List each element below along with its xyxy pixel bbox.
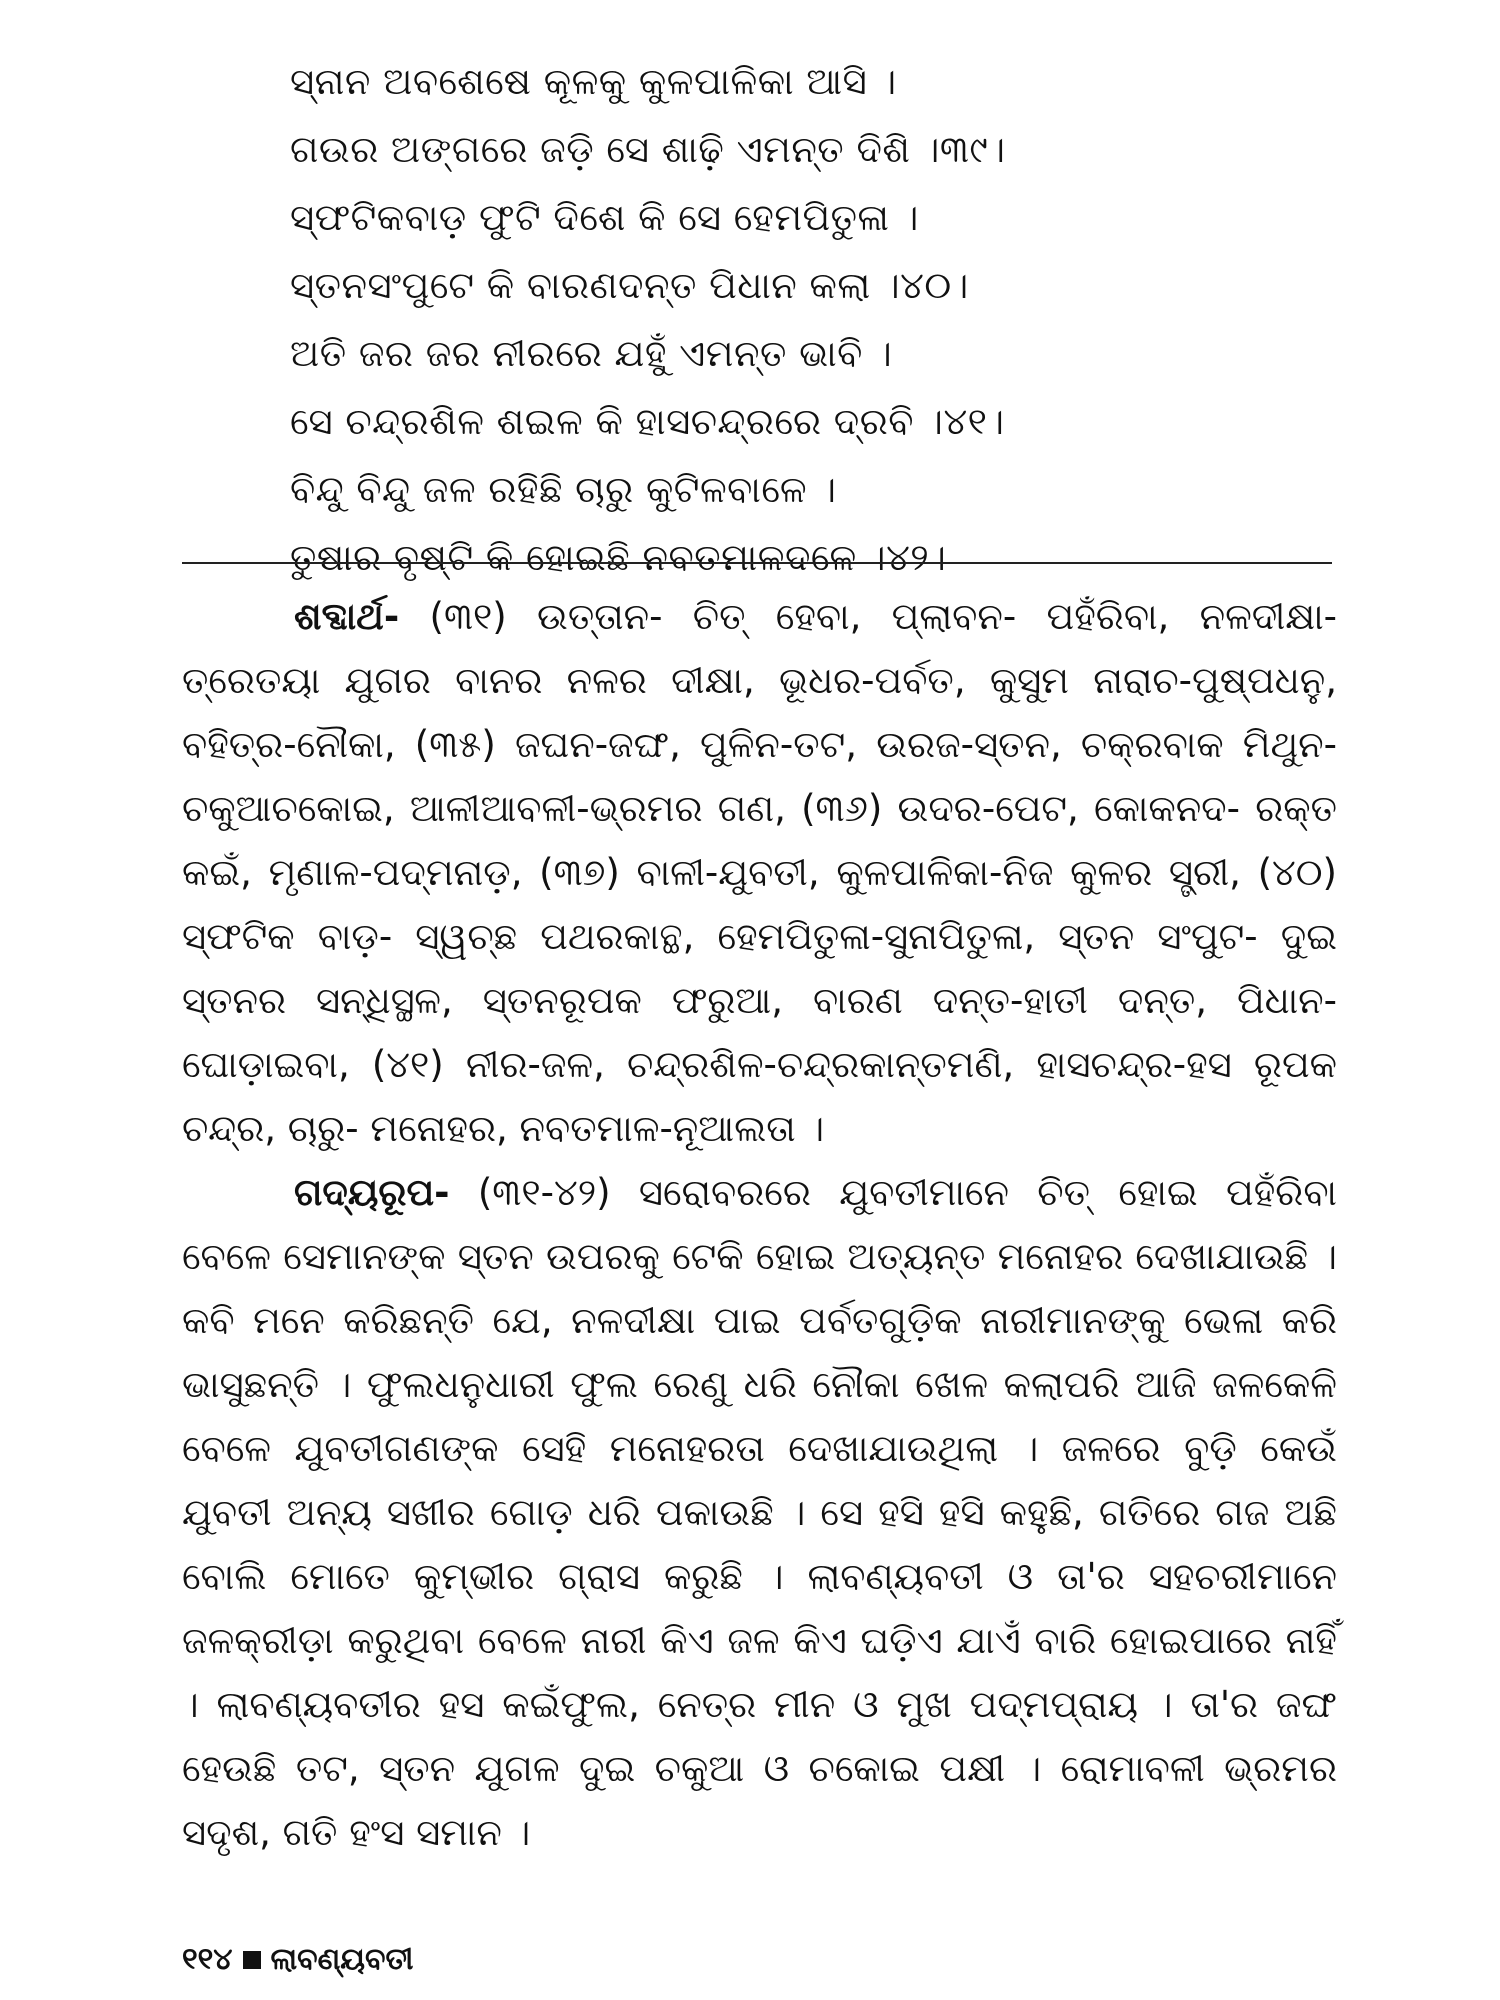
prose-text: (୩୧-୪୨) ସରୋବରରେ ଯୁବତୀମାନେ ଚିତ୍ ହୋଇ ପହଁରିବା ବେଳେ ସେମାନଙ୍କ ସ୍ତନ ଉପରକୁ ଟେକି ହୋଇ ଅତ୍ୟନ୍ତ ମନୋହର ଦେଖାଯାଉଛି । କବି ମନେ କରିଛନ୍ତି ଯେ, ନଳଦୀକ୍ଷା ପାଇ ପର୍ବତଗୁଡ଼ିକ ନାରୀମାନଙ୍କୁ ଭେଳା କରି ଭାସୁଛନ୍ତି । ଫୁଲଧନୁଧାରୀ ଫୁଲ ରେଣୁ ଧରି ନୌକା ଖେଳ କଲାପରି ଆଜି ଜଳକେଳି ବେଳେ ଯୁବତୀଗଣଙ୍କ ସେହି ମନୋହରତା ଦେଖାଯାଉଥିଲା । ଜଳରେ ବୁଡ଼ି କେଉଁ ଯୁବତୀ ଅନ୍ୟ ସଖୀର ଗୋଡ଼ ଧରି ପକାଉଛି । ସେ ହସି ହସି କହୁଛି, ଗତିରେ ଗଜ ଅଛି ବୋଲି ମୋତେ କୁମ୍ଭୀର ଗ୍ରାସ କରୁଛି । ଲାବଣ୍ୟବତୀ ଓ ତା'ର ସହଚରୀମାନେ ଜଳକ୍ରୀଡ଼ା କରୁଥିବା ବେଳେ ନାରୀ କିଏ ଜଳ କିଏ ଘଡ଼ିଏ ଯାଏଁ ବାରି ହୋଇପାରେ ନାହିଁ । ଲାବଣ୍ୟବତୀର ହସ କଇଁଫୁଲ, ନେତ୍ର ମୀନ ଓ ମୁଖ ପଦ୍ମପ୍ରାୟ । ତା'ର ଜଙ୍ଘ ହେଉଛି ତଟ, ସ୍ତନ ଯୁଗଳ ଦୁଇ ଚକୁଆ ଓ ଚକୋଇ ପକ୍ଷୀ । ରୋମାବଳୀ ଭ୍ରମର ସଦୃଶ, ଗତି ହଂସ ସମାନ । [182,1171,1337,1854]
black-square-icon [243,1951,261,1969]
verse-line: ସ୍ନାନ ଅବଶେଷେ କୂଳକୁ କୁଳପାଳିକା ଆସି । [290,60,897,103]
verse-line: ସ୍ଫଟିକବାଡ଼ ଫୁଟି ଦିଶେ କି ସେ ହେମପିତୁଳା । [290,196,919,239]
book-title: ଲାବଣ୍ୟବତୀ [270,1942,414,1977]
verse-line: ଗଉର ଅଙ୍ଗରେ ଜଡ଼ି ସେ ଶାଢ଼ି ଏମନ୍ତ ଦିଶି ।୩୯। [290,128,1006,171]
verse-block [290,48,1390,592]
prose-heading: ଗଦ୍ୟରୂପ- [294,1171,450,1214]
section-divider [182,562,1332,564]
page-number: ୧୧୪ [182,1942,233,1977]
glossary-text: (୩୧) ଉତ୍ତାନ- ଚିତ୍ ହେବା, ପ୍ଲାବନ- ପହଁରିବା, ନଳଦୀକ୍ଷା- ତ୍ରେତୟା ଯୁଗର ବାନର ନଳର ଦୀକ୍ଷା, ଭୂଧର-ପର୍ବତ, କୁସୁମ ନାରାଚ-ପୁଷ୍ପଧନୁ, ବହିତ୍ର-ନୌକା, (୩୫) ଜଘନ-ଜଙ୍ଘ, ପୁଳିନ-ତଟ, ଉରଜ-ସ୍ତନ, ଚକ୍ରବାକ ମିଥୁନ- ଚକୁଆଚକୋଇ, ଆଳୀଆବଳୀ-ଭ୍ରମର ଗଣ, (୩୬) ଉଦର-ପେଟ, କୋକନଦ- ରକ୍ତ କଇଁ, ମୃଣାଳ-ପଦ୍ମନାଡ଼, (୩୭) ବାଳୀ-ଯୁବତୀ, କୁଳପାଳିକା-ନିଜ କୁଳର ସ୍ତ୍ରୀ, (୪୦) ସ୍ଫଟିକ ବାଡ଼- ସ୍ୱଚ୍ଛ ପଥରକାନ୍ଥ, ହେମପିତୁଳା-ସୁନାପିତୁଳା, ସ୍ତନ ସଂପୁଟ- ଦୁଇ ସ୍ତନର ସନ୍ଧିସ୍ଥଳ, ସ୍ତନରୂପକ ଫରୁଆ, ବାରଣ ଦନ୍ତ-ହାତୀ ଦନ୍ତ, ପିଧାନ- ଘୋଡ଼ାଇବା, (୪୧) ନୀର-ଜଳ, ଚନ୍ଦ୍ରଶିଳ-ଚନ୍ଦ୍ରକାନ୍ତମଣି, ହାସଚନ୍ଦ୍ର-ହସ ରୂପକ ଚନ୍ଦ୍ର, ଚାରୁ- ମନୋହର, ନବତମାଳ-ନୂଆଲତା । [182,595,1337,1150]
prose-paragraph [182,1161,1337,1865]
glossary-heading: ଶବ୍ଦାର୍ଥ- [294,595,400,638]
verse-line: ଅତି ଜର ଜର ନୀରରେ ଯହୁଁ ଏମନ୍ତ ଭାବି । [290,332,893,375]
verse-line: ତୁଷାର ବୃଷ୍ଟି କି ହୋଇଛି ନବତମାଳଦଳେ ।୪୨। [290,536,947,579]
commentary-block [182,585,1337,1865]
verse-line: ସ୍ତନସଂପୁଟେ କି ବାରଣଦନ୍ତ ପିଧାନ କଲା ।୪୦। [290,264,969,307]
glossary-paragraph [182,585,1337,1161]
page-footer [182,1942,413,1977]
verse-line: ବିନ୍ଦୁ ବିନ୍ଦୁ ଜଳ ରହିଛି ଚାରୁ କୁଟିଳବାଳେ । [290,468,837,511]
verse-line: ସେ ଚନ୍ଦ୍ରଶିଳ ଶଇଳ କି ହାସଚନ୍ଦ୍ରରେ ଦ୍ରବି ।୪୧। [290,400,1005,443]
